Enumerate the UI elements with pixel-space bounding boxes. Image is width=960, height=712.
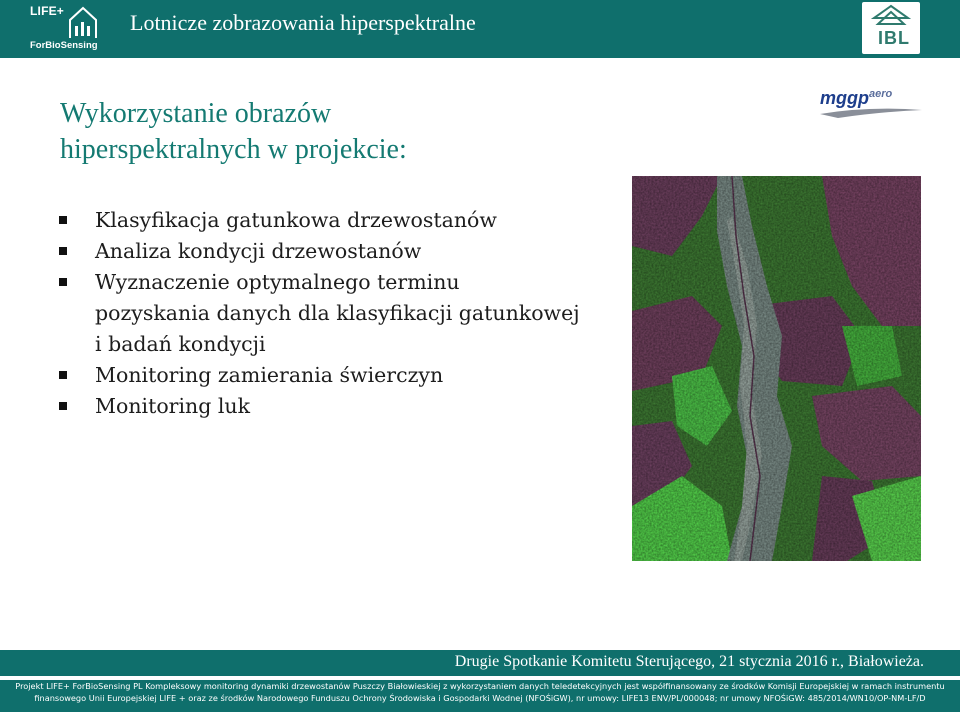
slide-title-line: Wykorzystanie obrazów <box>60 98 332 129</box>
square-bullet-icon <box>59 247 67 255</box>
footer-bar <box>0 650 960 676</box>
header-title: Lotnicze zobrazowania hiperspektralne <box>130 10 476 35</box>
hyperspectral-forest-image <box>632 176 921 561</box>
bullet-item: Monitoring zamierania świerczyn <box>58 360 638 391</box>
funding-footnote: Projekt LIFE+ ForBioSensing PL Kompleksowy monitoring dynamiki drzewostanów Puszczy Białowieskiej z wykorzystaniem danych teledetekcyjnych jest współfinansowany ze środków Komisji Europejskiej w ramach instrumentu finansowego Unii Europejskiej LIFE + oraz ze środków Narodowego Funduszu Ochrony Środowiska i Gospodarki Wodnej (NFOŚiGW), nr umowy: LIFE13 ENV/PL/000048; nr umowy NFOŚiGW: 485/2014/WN10/OP-NM-LF/D <box>0 680 960 712</box>
header-bar <box>0 0 960 58</box>
mggp-aero-logo <box>818 86 924 122</box>
life-forbiosensing-logo <box>30 4 102 54</box>
slide-title <box>60 96 620 168</box>
mggp-logo-text: mggp <box>820 88 869 108</box>
forest-logo-icon <box>68 6 98 40</box>
aero-logo-text: aero <box>869 88 893 100</box>
tree-logo-icon <box>866 4 916 30</box>
square-bullet-icon <box>59 402 67 410</box>
bullet-list <box>58 205 638 422</box>
square-bullet-icon <box>59 371 67 379</box>
bullet-item: Analiza kondycji drzewostanów <box>58 236 638 267</box>
square-bullet-icon <box>59 216 67 224</box>
forbiosensing-logo-text: ForBioSensing <box>30 40 98 51</box>
bullet-item: Monitoring luk <box>58 391 638 422</box>
ibl-logo-text: IBL <box>878 28 910 48</box>
bullet-item: Klasyfikacja gatunkowa drzewostanów <box>58 205 638 236</box>
slide-title-line: hiperspektralnych w projekcie: <box>60 134 407 165</box>
bullet-item: Wyznaczenie optymalnego terminu pozyskania danych dla klasyfikacji gatunkowej i badań kondycji <box>58 267 638 360</box>
square-bullet-icon <box>59 278 67 286</box>
airplane-swoosh-icon <box>818 104 924 120</box>
life-logo-text: LIFE+ <box>30 4 65 18</box>
event-caption: Drugie Spotkanie Komitetu Sterującego, 21 stycznia 2016 r., Białowieża. <box>454 653 924 670</box>
ibl-logo <box>862 2 920 54</box>
